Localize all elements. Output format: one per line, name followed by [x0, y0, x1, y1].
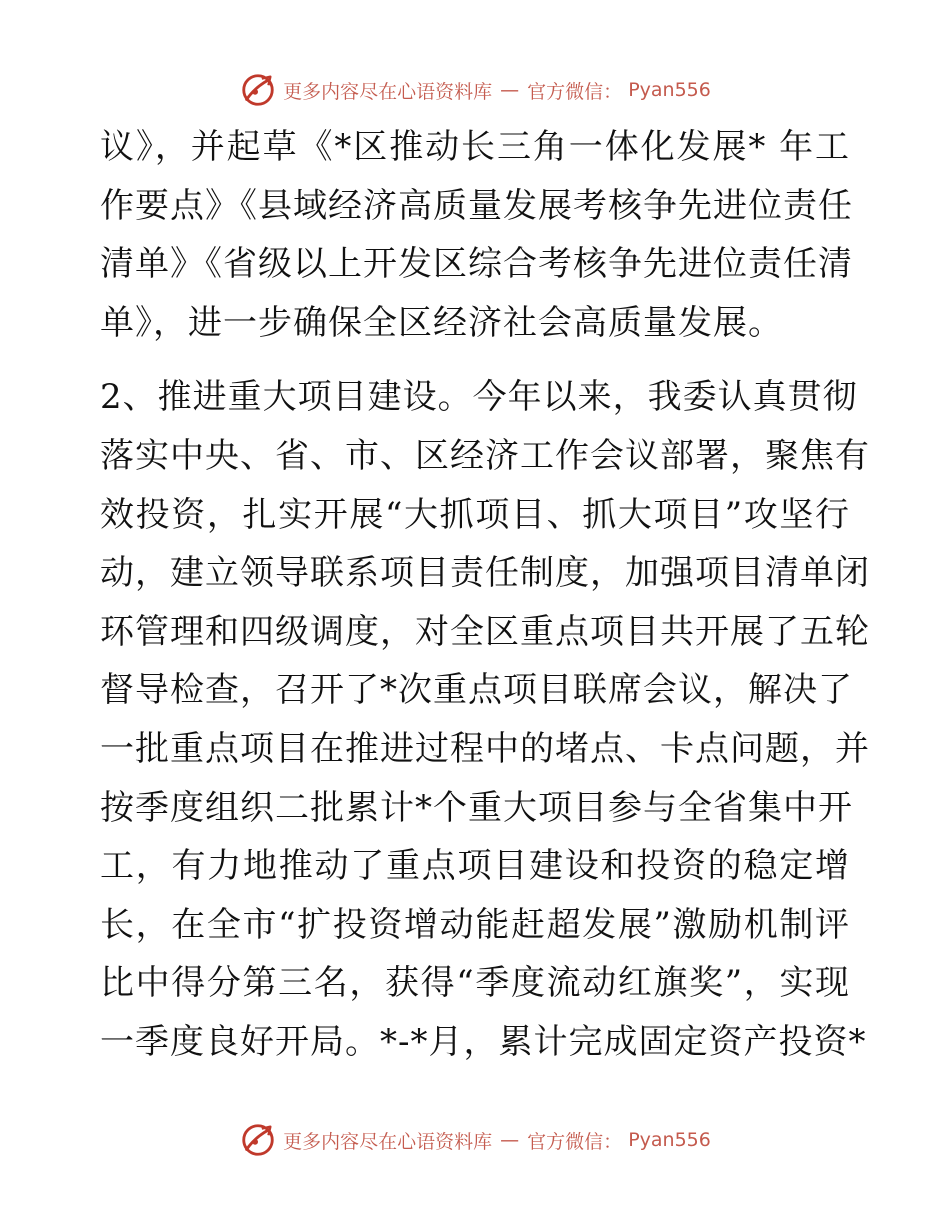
header-watermark	[0, 68, 950, 112]
text-line: 作要点》《县域经济高质量发展考核争先进位责任	[100, 185, 853, 226]
watermark-site-text: 更多内容尽在心语资料库	[283, 1130, 493, 1153]
text-line: 议》，并起草《*区推动长三角一体化发展* 年工	[100, 127, 850, 167]
text-line: 落实中央、省、市、区经济工作会议部署，聚焦有	[100, 435, 870, 476]
text-line: 长，在全市“扩投资增动能赶超发展”激励机制评	[100, 904, 850, 945]
logo-icon	[239, 1121, 277, 1159]
text-line: 效投资，扎实开展“大抓项目、抓大项目”攻坚行	[100, 494, 850, 535]
watermark-wechat-label: 官方微信：	[527, 1130, 623, 1153]
watermark-wechat-label: 官方微信：	[527, 80, 623, 103]
text-line: 按季度组织二批累计*个重大项目参与全省集中开	[100, 787, 853, 828]
document-body	[100, 118, 870, 1072]
watermark-dash: —	[500, 79, 520, 101]
text-line: 环管理和四级调度，对全区重点项目共开展了五轮	[100, 611, 870, 652]
watermark-wechat-id: Pyan556	[628, 1129, 711, 1151]
paragraph-2	[100, 368, 870, 1071]
paragraph-1	[100, 118, 853, 352]
watermark-site-text: 更多内容尽在心语资料库	[283, 80, 493, 103]
text-line: 单》，进一步确保全区经济社会高质量发展。	[100, 302, 783, 343]
footer-watermark	[0, 1118, 950, 1162]
text-line: 工，有力地推动了重点项目建设和投资的稳定增	[100, 846, 850, 887]
text-line: 督导检查，召开了*次重点项目联席会议，解决了	[100, 670, 853, 711]
text-line: 清单》《省级以上开发区综合考核争先进位责任清	[100, 244, 853, 285]
watermark-dash: —	[500, 1129, 520, 1151]
text-line: 2、推进重大项目建设。今年以来，我委认真贯彻	[100, 377, 858, 418]
text-line: 动，建立领导联系项目责任制度，加强项目清单闭	[100, 553, 870, 594]
watermark-wechat-id: Pyan556	[628, 79, 711, 101]
text-line: 一季度良好开局。*-*月，累计完成固定资产投资*	[100, 1021, 867, 1062]
text-line: 比中得分第三名，获得“季度流动红旗奖”，实现	[100, 963, 850, 1004]
logo-icon	[239, 71, 277, 109]
text-line: 一批重点项目在推进过程中的堵点、卡点问题，并	[100, 728, 870, 769]
